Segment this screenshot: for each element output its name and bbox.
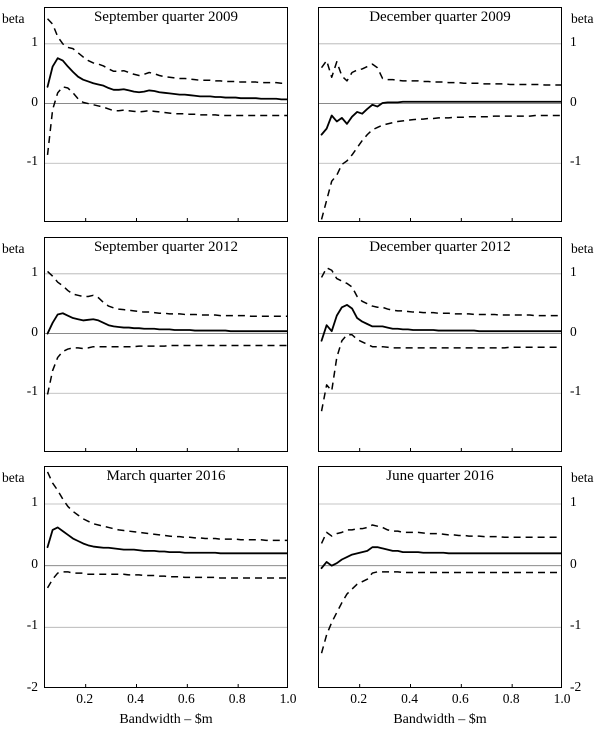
series-canvas: [45, 8, 288, 222]
panel-title-4: December quarter 2012: [369, 239, 511, 255]
y-tick-label: 0: [31, 323, 38, 339]
x-tick-label: 0.6: [177, 691, 195, 706]
y-tick-label: -1: [26, 617, 38, 633]
y-tick-label: -1: [570, 383, 582, 399]
y-tick-label: -1: [570, 153, 582, 169]
panel-title-6: June quarter 2016: [386, 468, 494, 484]
y-tick-label: 0: [31, 93, 38, 109]
x-tick-label: 0.8: [228, 691, 246, 706]
x-axis-title-5: Bandwidth – $m: [119, 712, 213, 727]
x-tick-label: 0.4: [401, 691, 418, 706]
plot-area-4: [318, 237, 562, 452]
y-axis-label-6: beta: [571, 470, 594, 485]
y-axis-label-5: beta: [2, 470, 25, 485]
plot-area-3: [44, 237, 288, 452]
series-lower-95-ci: [48, 572, 288, 588]
series-lower-95-ci: [322, 116, 562, 220]
x-tick-label: 1.0: [279, 691, 297, 706]
x-axis-title-6: Bandwidth – $m: [393, 712, 487, 727]
y-tick-label: 0: [570, 93, 577, 109]
y-tick-label: 1: [570, 33, 577, 49]
series-upper-95-ci: [48, 271, 288, 316]
panel-title-5: March quarter 2016: [106, 468, 226, 484]
y-tick-label: 1: [31, 33, 38, 49]
y-tick-label: -1: [26, 153, 38, 169]
series-lower-95-ci: [322, 335, 562, 411]
plot-area-6: [318, 466, 562, 688]
y-tick-label: -1: [26, 383, 38, 399]
series-upper-95-ci: [322, 61, 562, 85]
series-beta: [322, 305, 562, 341]
panel-title-2: December quarter 2009: [369, 9, 511, 25]
y-tick-label: 1: [570, 494, 577, 509]
y-tick-label: 0: [570, 555, 577, 571]
series-beta: [48, 58, 288, 99]
y-tick-label: -2: [570, 679, 582, 694]
x-tick-label: 0.8: [502, 691, 520, 706]
plot-area-1: [44, 7, 288, 222]
y-tick-label: -1: [570, 617, 582, 633]
y-axis-label-3: beta: [2, 241, 25, 256]
plot-area-5: [44, 466, 288, 688]
y-axis-label-1: beta: [2, 11, 25, 26]
series-beta: [322, 547, 562, 568]
y-tick-label: 1: [31, 263, 38, 279]
x-tick-label: 0.6: [451, 691, 469, 706]
y-tick-label: 0: [31, 555, 38, 571]
y-tick-label: 1: [31, 494, 38, 509]
panel-title-1: September quarter 2009: [93, 9, 239, 25]
y-tick-label: -2: [26, 679, 38, 694]
series-lower-95-ci: [322, 572, 562, 653]
plot-area-2: [318, 7, 562, 222]
x-tick-label: 0.2: [76, 691, 94, 706]
series-upper-95-ci: [322, 525, 562, 544]
series-lower-95-ci: [48, 346, 288, 395]
y-tick-label: 0: [570, 323, 577, 339]
x-tick-label: 0.2: [350, 691, 368, 706]
x-tick-label: 0.4: [127, 691, 144, 706]
y-axis-label-4: beta: [571, 241, 594, 256]
y-axis-label-2: beta: [571, 11, 594, 26]
series-lower-95-ci: [48, 87, 288, 155]
series-beta: [322, 102, 562, 135]
series-canvas: [319, 8, 562, 222]
series-canvas: [45, 238, 288, 452]
y-tick-label: 1: [570, 263, 577, 279]
series-upper-95-ci: [322, 268, 562, 316]
series-upper-95-ci: [48, 19, 288, 84]
series-canvas: [45, 467, 288, 688]
series-canvas: [319, 467, 562, 688]
series-canvas: [319, 238, 562, 452]
panel-title-3: September quarter 2012: [93, 239, 239, 255]
x-tick-label: 1.0: [553, 691, 571, 706]
